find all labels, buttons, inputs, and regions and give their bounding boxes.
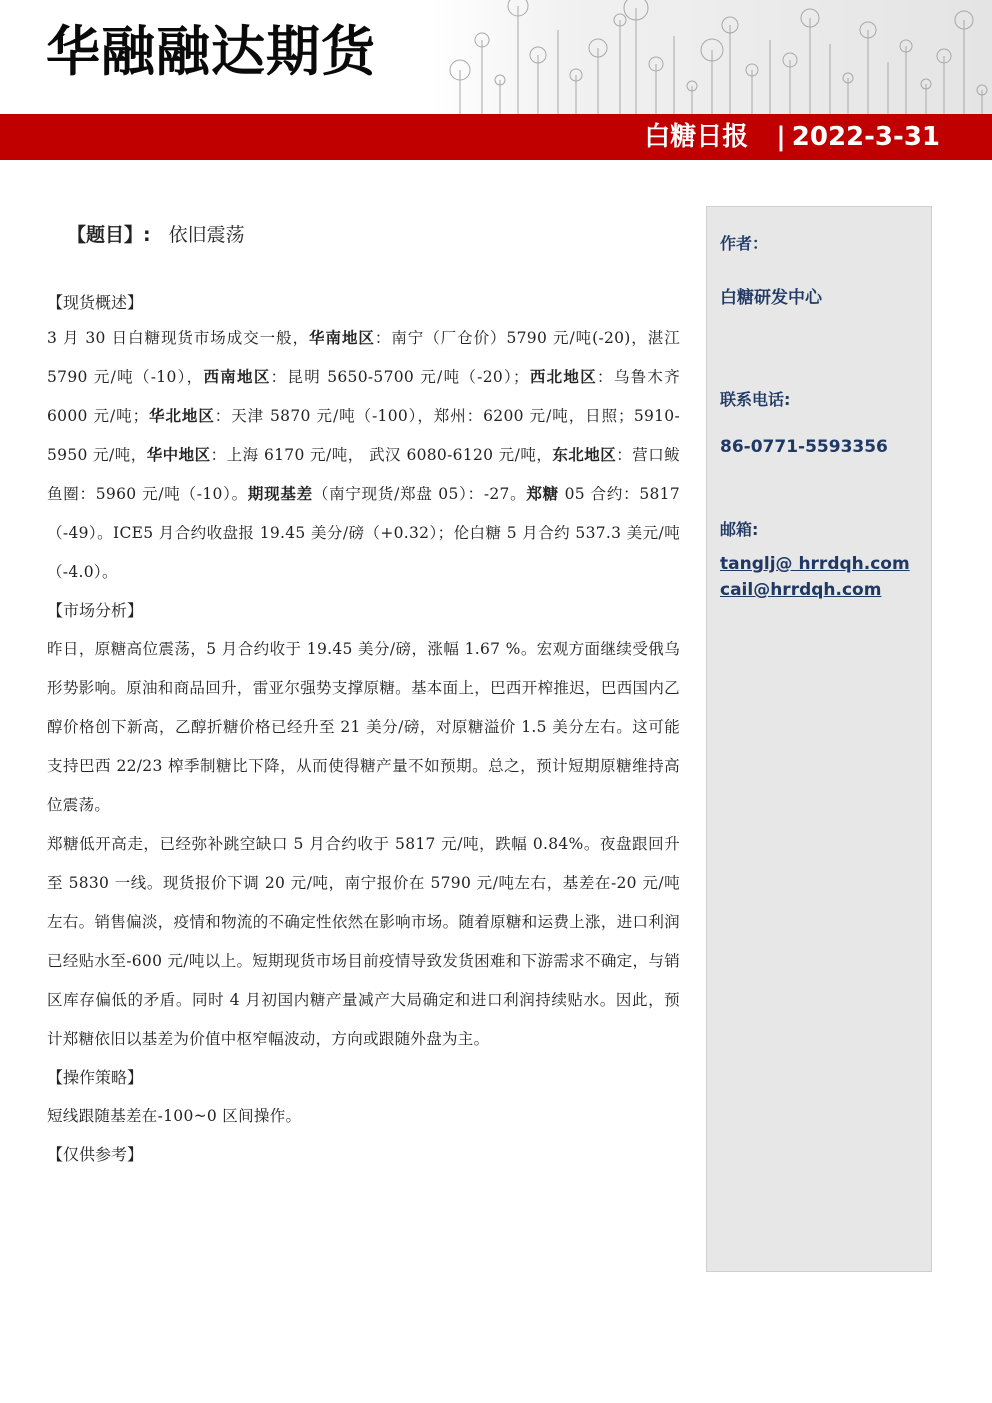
report-date: 2022-3-31	[791, 122, 940, 152]
report-topic	[67, 220, 245, 247]
market-heading: 【市场分析】	[47, 601, 144, 620]
strategy-text: 短线跟随基差在-100~0 区间操作。	[47, 1107, 302, 1125]
report-title-bar	[0, 114, 992, 160]
spot-text-segment: ：上海 6170 元/吨， 武汉 6080-6120 元/吨，	[210, 446, 553, 464]
report-name: 白糖日报	[644, 122, 749, 152]
spot-text-segment: 3 月 30 日白糖现货市场成交一般，	[47, 329, 310, 347]
spot-region-label: 期现基差	[247, 485, 313, 503]
spot-text-segment: ：昆明 5650-5700 元/吨（-20）；	[270, 368, 529, 386]
market-analysis-paragraph-1: 昨日，原糖高位震荡，5 月合约收于 19.45 美分/磅，涨幅 1.67 %。宏观方面继续受俄乌形势影响。原油和商品回升，雷亚尔强势支撑原糖。基本面上，巴西开榨推迟，巴西国内乙醇价格创下新高，乙醇折糖价格已经升至 21 美分/磅，对原糖溢价 1.5 美分左右。这可能支持巴西 22/23 榨季制糖比下降，从而使得糖产量不如预期。总之，预计短期原糖维持高位震荡。	[47, 640, 680, 814]
spot-overview-paragraph	[47, 319, 680, 592]
spot-region-label: 西北地区	[528, 368, 598, 386]
strategy-heading: 【操作策略】	[47, 1068, 144, 1087]
spot-region-label: 华南地区	[309, 329, 375, 347]
report-title	[644, 114, 940, 160]
spot-region-label: 郑糖	[526, 485, 559, 503]
phone-label: 联系电话:	[720, 390, 791, 409]
main-content	[47, 287, 680, 1174]
topic-label: 【题目】:	[67, 224, 151, 246]
decorative-circles-graphic	[430, 0, 992, 115]
spot-region-label: 华北地区	[148, 407, 215, 425]
spot-text-segment: ：天津 5870 元/吨（-100），郑州：6200 元/吨，日照；5910-5950 元/吨，	[47, 407, 681, 464]
reference-heading: 【仅供参考】	[47, 1145, 144, 1164]
spot-region-label: 东北地区	[552, 446, 617, 464]
spot-text-segment: ：南宁（厂仓价）5790 元/吨(-20)，湛江 5790 元/吨（-10），	[47, 329, 681, 386]
market-analysis-paragraph-2: 郑糖低开高走，已经弥补跳空缺口 5 月合约收于 5817 元/吨，跌幅 0.84%。夜盘跟回升至 5830 一线。现货报价下调 20 元/吨，南宁报价在 5790 元/吨左右，基差在-20 元/吨左右。销售偏淡，疫情和物流的不确定性依然在影响市场。随着原糖和运费上涨，进口利润已经贴水至-600 元/吨以上。短期现货市场目前疫情导致发货困难和下游需求不确定，与销区库存偏低的矛盾。同时 4 月初国内糖产量减产大局确定和进口利润持续贴水。因此，预计郑糖依旧以基差为价值中枢窄幅波动，方向或跟随外盘为主。	[47, 835, 680, 1048]
page-header	[0, 0, 992, 160]
topic-text: 依旧震荡	[168, 224, 245, 246]
spot-region-label: 华中地区	[146, 446, 211, 464]
spot-text-segment: ：营口鲅鱼圈：5960 元/吨（-10）。	[47, 446, 680, 503]
company-logo-text: 华融融达期货	[46, 19, 376, 83]
phone-number: 86-0771-5593356	[720, 437, 888, 457]
author-name: 白糖研发中心	[720, 288, 822, 308]
spot-text-segment: 05 合约：5817（-49）。ICE5 月合约收盘报 19.45 美分/磅（+0.32）；伦白糖 5 月合约 537.3 美元/吨（-4.0）。	[47, 485, 681, 581]
author-sidebar	[706, 206, 932, 1272]
email-link-2[interactable]: cail@hrrdqh.com	[720, 580, 882, 600]
spot-region-label: 西南地区	[203, 368, 271, 386]
title-separator: |	[776, 122, 786, 152]
spot-heading: 【现货概述】	[47, 293, 144, 312]
email-link-1[interactable]: tanglj@ hrrdqh.com	[720, 554, 910, 574]
spot-text-segment: ：乌鲁木齐 6000 元/吨；	[47, 368, 680, 425]
email-label: 邮箱:	[720, 520, 759, 539]
spot-text-segment: （南宁现货/郑盘 05）：-27。	[312, 485, 527, 503]
author-label: 作者：	[720, 234, 769, 253]
